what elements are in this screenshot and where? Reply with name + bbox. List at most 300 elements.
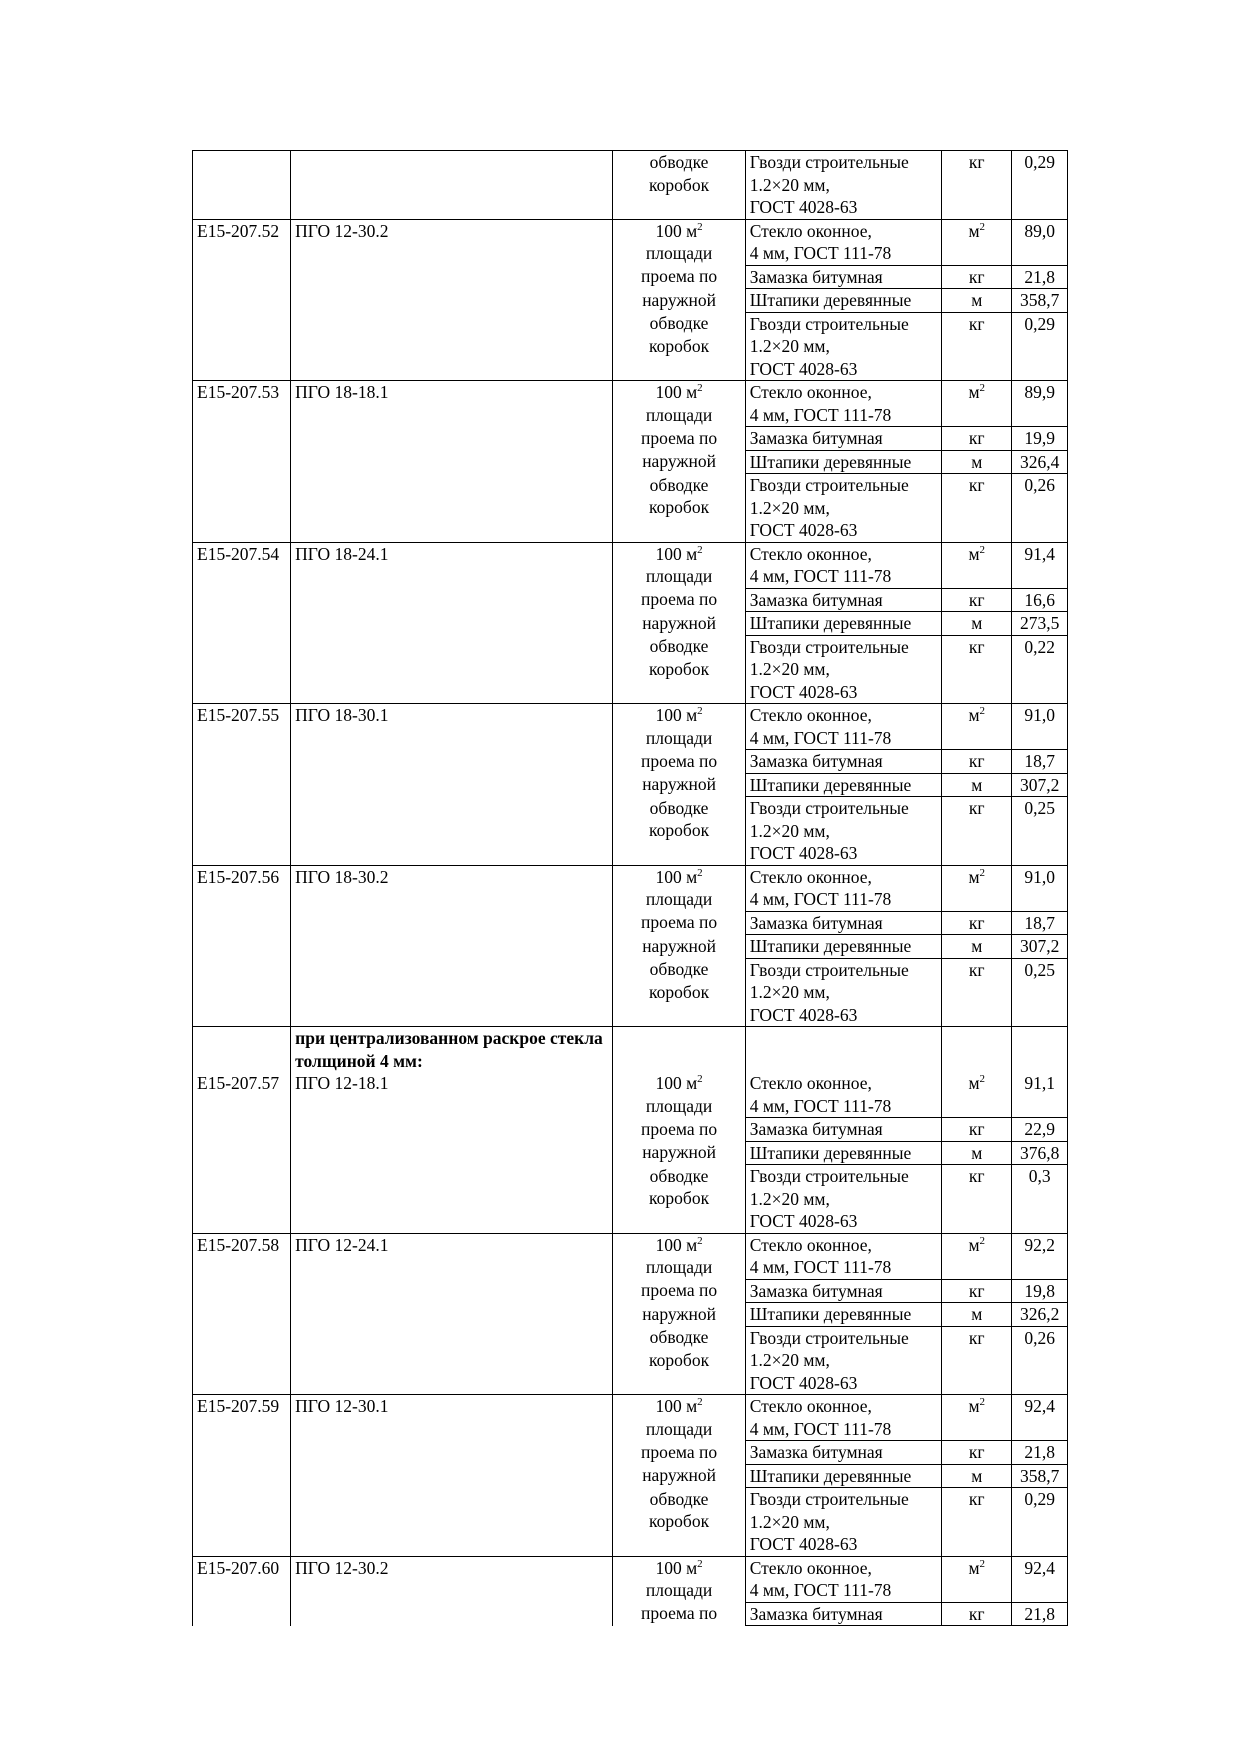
unit-line: 100 $м^2$ [655, 1396, 703, 1416]
unit-line: наружной [642, 1142, 716, 1162]
superscript: 2 [979, 543, 986, 556]
code-cell: Е15-207.52 [193, 219, 291, 265]
unit-line: проема по [641, 1280, 718, 1300]
material-line: Гвозди строительные [749, 1166, 909, 1186]
measure-unit-cell: кг [942, 797, 1012, 866]
material-line: Стекло оконное, [749, 705, 872, 725]
unit-line: 100 $м^2$ [655, 220, 703, 241]
unit-line: обводке [649, 313, 709, 333]
unit-cell [613, 1027, 745, 1073]
superscript: 2 [697, 382, 703, 394]
measure-unit-cell: $м^2$ [942, 1233, 1012, 1279]
unit-line: проема по [641, 266, 718, 286]
unit-line: 100 $м^2$ [655, 543, 703, 564]
code-cell: Е15-207.60 [193, 1556, 291, 1602]
code-cell [193, 312, 291, 381]
name-cell: ПГО 12-18.1 [291, 1072, 613, 1118]
material-line: Замазка битумная [749, 751, 883, 771]
unit-line: площади [645, 243, 713, 263]
unit-line: обводке [649, 474, 709, 495]
measure-unit-cell: $м^2$ [942, 1395, 1012, 1441]
value-cell: 273,5 [1012, 612, 1068, 636]
unit-line: обводке [649, 152, 709, 172]
material-line: ГОСТ 4028-63 [749, 1534, 858, 1554]
material-cell [745, 265, 941, 289]
superscript: 2 [979, 1234, 986, 1247]
unit-cell [613, 151, 745, 220]
material-cell [745, 911, 941, 935]
name-cell [291, 750, 613, 774]
unit-cell [613, 704, 745, 750]
measure-unit-cell: кг [942, 1602, 1012, 1626]
code-cell [193, 935, 291, 959]
value-cell: 376,8 [1012, 1141, 1068, 1165]
unit-line: 100 $м^2$ [655, 1557, 703, 1578]
measure-unit-cell: кг [942, 1165, 1012, 1234]
material-line: Гвозди строительные [749, 798, 909, 818]
measure-unit-cell: кг [942, 635, 1012, 704]
table-row [193, 1141, 1068, 1165]
table-row [193, 1326, 1068, 1395]
material-line: ГОСТ 4028-63 [749, 1211, 858, 1231]
value-cell: 19,9 [1012, 427, 1068, 451]
material-line: Замазка битумная [749, 1603, 883, 1624]
material-cell [745, 1602, 941, 1626]
superscript: 2 [979, 1396, 986, 1408]
name-cell [291, 1488, 613, 1557]
name-cell [291, 1279, 613, 1303]
value-cell: 326,2 [1012, 1303, 1068, 1327]
material-line: ГОСТ 4028-63 [749, 1004, 858, 1025]
unit-line: 100 $м^2$ [655, 382, 703, 402]
superscript: 2 [979, 220, 986, 233]
table-row [193, 911, 1068, 935]
material-cell [745, 704, 941, 750]
value-cell: 89,9 [1012, 381, 1068, 427]
unit-cell [613, 1488, 745, 1557]
measure-unit-cell: м [942, 450, 1012, 474]
unit-cell [613, 1303, 745, 1327]
code-cell [193, 1279, 291, 1303]
code-cell [193, 1027, 291, 1073]
table-row [193, 1303, 1068, 1327]
unit-line: наружной [642, 289, 716, 310]
table-row [193, 865, 1068, 911]
unit-cell [613, 219, 745, 265]
material-cell [745, 312, 941, 381]
code-cell [193, 1303, 291, 1327]
unit-line: наружной [642, 935, 716, 956]
table-row [193, 1118, 1068, 1142]
table-row [193, 219, 1068, 265]
code-cell: Е15-207.59 [193, 1395, 291, 1441]
unit-line: проема по [641, 1118, 718, 1139]
material-cell [745, 427, 941, 451]
unit-line: коробок [649, 981, 710, 1002]
material-line: Замазка битумная [749, 1119, 883, 1139]
code-cell [193, 1602, 291, 1626]
table-row [193, 1072, 1068, 1118]
value-cell: 18,7 [1012, 911, 1068, 935]
code-cell: Е15-207.58 [193, 1233, 291, 1279]
code-cell [193, 1118, 291, 1142]
material-line: 1.2×20 мм, [749, 820, 830, 841]
unit-line: площади [645, 1095, 713, 1116]
unit-line: обводке [649, 1327, 709, 1347]
material-line: 4 мм, ГОСТ 111-78 [749, 1418, 892, 1439]
unit-line: 100 $м^2$ [655, 705, 703, 725]
table-row [193, 1279, 1068, 1303]
measure-unit-cell: м [942, 1141, 1012, 1165]
value-cell: 16,6 [1012, 588, 1068, 612]
unit-cell [613, 797, 745, 866]
material-cell [745, 219, 941, 265]
value-cell: 307,2 [1012, 935, 1068, 959]
measure-unit-cell [942, 1027, 1012, 1073]
table-row [193, 1395, 1068, 1441]
material-line: Штапики деревянные [749, 451, 912, 472]
unit-cell [613, 312, 745, 381]
code-cell [193, 958, 291, 1027]
value-cell: 0,29 [1012, 151, 1068, 220]
material-line: Гвозди строительные [749, 475, 909, 495]
code-cell [193, 1441, 291, 1465]
unit-line: площади [645, 1418, 713, 1439]
measure-unit-cell: кг [942, 1279, 1012, 1303]
material-line: Штапики деревянные [749, 1304, 912, 1324]
value-cell: 326,4 [1012, 450, 1068, 474]
measure-unit-cell: кг [942, 312, 1012, 381]
material-line: Стекло оконное, [749, 543, 872, 564]
name-cell [291, 635, 613, 704]
table-row [193, 1233, 1068, 1279]
code-cell [193, 427, 291, 451]
name-cell: ПГО 12-30.1 [291, 1395, 613, 1441]
name-cell [291, 1118, 613, 1142]
material-line: 1.2×20 мм, [749, 336, 830, 356]
code-cell [193, 1165, 291, 1234]
code-cell [193, 750, 291, 774]
superscript: 2 [697, 1073, 703, 1085]
material-line: Штапики деревянные [749, 1142, 912, 1163]
material-line: Гвозди строительные [749, 1327, 909, 1348]
code-cell [193, 474, 291, 543]
material-cell [745, 1488, 941, 1557]
unit-cell [613, 1326, 745, 1395]
material-cell [745, 588, 941, 612]
unit-line: обводке [649, 797, 709, 818]
unit-line: площади [645, 727, 713, 748]
name-cell: ПГО 12-30.2 [291, 219, 613, 265]
superscript: 2 [697, 220, 703, 233]
unit-line: обводке [649, 1488, 709, 1509]
material-cell [745, 289, 941, 313]
material-line: 4 мм, ГОСТ 111-78 [749, 1257, 892, 1277]
unit-cell [613, 773, 745, 797]
unit-line: наружной [642, 774, 716, 794]
unit-cell [613, 1556, 745, 1602]
unit-cell [613, 635, 745, 704]
unit-line: коробок [649, 174, 710, 195]
table-row [193, 773, 1068, 797]
unit-line: наружной [642, 612, 716, 633]
measure-unit-cell: м [942, 773, 1012, 797]
unit-line: коробок [649, 335, 710, 356]
table-row [193, 1602, 1068, 1626]
value-cell: 18,7 [1012, 750, 1068, 774]
measure-unit-cell: кг [942, 474, 1012, 543]
unit-cell [613, 265, 745, 289]
unit-line: наружной [642, 451, 716, 471]
material-cell [745, 1441, 941, 1465]
measure-unit-cell: $м^2$ [942, 219, 1012, 265]
material-line: ГОСТ 4028-63 [749, 520, 858, 540]
measure-unit-cell: кг [942, 151, 1012, 220]
table-row [193, 1464, 1068, 1488]
unit-cell [613, 958, 745, 1027]
material-line: 1.2×20 мм, [749, 1188, 830, 1209]
material-line: Штапики деревянные [749, 613, 912, 633]
superscript: 2 [697, 705, 703, 717]
measure-unit-cell: $м^2$ [942, 542, 1012, 588]
superscript: 2 [697, 1234, 703, 1247]
name-cell: ПГО 18-18.1 [291, 381, 613, 427]
material-cell [745, 1464, 941, 1488]
name-cell [291, 265, 613, 289]
material-line: 1.2×20 мм, [749, 497, 830, 518]
value-cell: 0,22 [1012, 635, 1068, 704]
value-cell: 358,7 [1012, 1464, 1068, 1488]
code-cell [193, 588, 291, 612]
name-cell: ПГО 12-24.1 [291, 1233, 613, 1279]
unit-line: наружной [642, 1465, 716, 1485]
material-line: Штапики деревянные [749, 1465, 912, 1486]
value-cell [1012, 1027, 1068, 1073]
unit-cell [613, 911, 745, 935]
material-line: Замазка битумная [749, 589, 883, 610]
material-line: Стекло оконное, [749, 1073, 872, 1093]
material-cell [745, 773, 941, 797]
material-line: Стекло оконное, [749, 382, 872, 402]
material-cell [745, 1072, 941, 1118]
name-cell [291, 312, 613, 381]
material-line: Замазка битумная [749, 1442, 883, 1462]
material-cell [745, 1556, 941, 1602]
material-line: Гвозди строительные [749, 636, 909, 657]
material-line: Штапики деревянные [749, 290, 912, 310]
superscript: 2 [697, 543, 703, 556]
material-cell [745, 635, 941, 704]
material-cell [745, 450, 941, 474]
value-cell: 21,8 [1012, 1441, 1068, 1465]
value-cell: 0,29 [1012, 312, 1068, 381]
unit-cell [613, 750, 745, 774]
material-cell [745, 1303, 941, 1327]
name-cell [291, 958, 613, 1027]
name-cell [291, 1303, 613, 1327]
code-cell: Е15-207.56 [193, 865, 291, 911]
unit-cell [613, 588, 745, 612]
material-cell [745, 1279, 941, 1303]
material-cell [745, 958, 941, 1027]
unit-line: проема по [641, 589, 718, 609]
unit-line: площади [645, 566, 713, 586]
unit-line: площади [645, 404, 713, 425]
unit-cell [613, 1464, 745, 1488]
measure-unit-cell: кг [942, 750, 1012, 774]
material-cell [745, 612, 941, 636]
unit-line: проема по [641, 1603, 718, 1623]
unit-cell [613, 1441, 745, 1465]
value-cell: 0,25 [1012, 797, 1068, 866]
unit-line: коробок [649, 820, 710, 840]
unit-cell [613, 542, 745, 588]
value-cell: 0,29 [1012, 1488, 1068, 1557]
name-cell [291, 1326, 613, 1395]
code-cell [193, 612, 291, 636]
table-row [193, 450, 1068, 474]
measure-unit-cell: $м^2$ [942, 704, 1012, 750]
material-cell [745, 797, 941, 866]
section-heading: при централизованном раскрое стекла толщиной 4 мм: [291, 1027, 613, 1073]
code-cell [193, 1141, 291, 1165]
material-line: Замазка битумная [749, 1280, 883, 1301]
name-cell [291, 1464, 613, 1488]
unit-line: коробок [649, 1349, 710, 1370]
material-line: Штапики деревянные [749, 774, 912, 795]
unit-cell [613, 1233, 745, 1279]
unit-line: коробок [649, 1511, 710, 1531]
table-row [193, 750, 1068, 774]
table-row [193, 1441, 1068, 1465]
material-line: Замазка битумная [749, 428, 883, 448]
unit-cell [613, 935, 745, 959]
table-row [193, 151, 1068, 220]
material-line: ГОСТ 4028-63 [749, 197, 858, 217]
value-cell: 21,8 [1012, 265, 1068, 289]
material-line: Стекло оконное, [749, 1557, 872, 1578]
material-line: 4 мм, ГОСТ 111-78 [749, 889, 892, 909]
unit-line: обводке [649, 1165, 709, 1186]
material-line: 4 мм, ГОСТ 111-78 [749, 727, 892, 748]
unit-cell [613, 450, 745, 474]
name-cell [291, 797, 613, 866]
measure-unit-cell: м [942, 612, 1012, 636]
superscript: 2 [697, 1396, 703, 1408]
material-line: 1.2×20 мм, [749, 659, 830, 679]
value-cell: 0,26 [1012, 1326, 1068, 1395]
unit-line: проема по [641, 912, 718, 932]
unit-line: 100 $м^2$ [655, 1073, 703, 1093]
unit-line: обводке [649, 636, 709, 656]
superscript: 2 [979, 866, 986, 879]
table-row [193, 474, 1068, 543]
material-line: Штапики деревянные [749, 936, 912, 956]
unit-line: площади [645, 1580, 713, 1600]
unit-cell [613, 1141, 745, 1165]
norms-table-body [193, 151, 1068, 1626]
value-cell: 91,4 [1012, 542, 1068, 588]
table-row [193, 612, 1068, 636]
unit-cell [613, 289, 745, 313]
value-cell: 21,8 [1012, 1602, 1068, 1626]
table-row [193, 427, 1068, 451]
value-cell: 358,7 [1012, 289, 1068, 313]
superscript: 2 [697, 1557, 703, 1570]
measure-unit-cell: м [942, 935, 1012, 959]
unit-cell [613, 865, 745, 911]
table-row [193, 1488, 1068, 1557]
table-row [193, 542, 1068, 588]
name-cell [291, 450, 613, 474]
measure-unit-cell: кг [942, 1118, 1012, 1142]
unit-line: наружной [642, 1303, 716, 1324]
name-cell [291, 911, 613, 935]
name-cell [291, 1441, 613, 1465]
material-cell [745, 1141, 941, 1165]
code-cell [193, 265, 291, 289]
unit-cell [613, 612, 745, 636]
unit-line: коробок [649, 658, 710, 679]
table-row [193, 588, 1068, 612]
code-cell [193, 911, 291, 935]
unit-line: коробок [649, 497, 710, 517]
name-cell: ПГО 12-30.2 [291, 1556, 613, 1602]
material-cell [745, 542, 941, 588]
material-line: 1.2×20 мм, [749, 174, 830, 195]
material-line: 1.2×20 мм, [749, 1350, 830, 1370]
name-cell [291, 151, 613, 220]
name-cell [291, 1602, 613, 1626]
unit-line: площади [645, 1257, 713, 1277]
measure-unit-cell: $м^2$ [942, 1556, 1012, 1602]
code-cell [193, 289, 291, 313]
material-line: Стекло оконное, [749, 220, 872, 241]
unit-line: площади [645, 889, 713, 909]
material-cell [745, 1165, 941, 1234]
name-cell: ПГО 18-30.2 [291, 865, 613, 911]
code-cell [193, 151, 291, 220]
material-cell [745, 865, 941, 911]
material-line: Гвозди строительные [749, 1489, 909, 1509]
value-cell: 0,25 [1012, 958, 1068, 1027]
material-cell [745, 935, 941, 959]
name-cell [291, 588, 613, 612]
value-cell: 91,0 [1012, 865, 1068, 911]
table-row [193, 1165, 1068, 1234]
section-heading-row [193, 1027, 1068, 1073]
measure-unit-cell: $м^2$ [942, 865, 1012, 911]
measure-unit-cell: кг [942, 911, 1012, 935]
value-cell: 307,2 [1012, 773, 1068, 797]
value-cell: 0,26 [1012, 474, 1068, 543]
unit-line: проема по [641, 427, 718, 448]
material-cell [745, 1027, 941, 1073]
name-cell [291, 474, 613, 543]
table-row [193, 797, 1068, 866]
material-line: Замазка битумная [749, 912, 883, 933]
measure-unit-cell: $м^2$ [942, 1072, 1012, 1118]
material-cell [745, 1233, 941, 1279]
unit-line: 100 $м^2$ [655, 1234, 703, 1255]
measure-unit-cell: кг [942, 1441, 1012, 1465]
table-row [193, 381, 1068, 427]
value-cell: 92,4 [1012, 1395, 1068, 1441]
material-cell [745, 474, 941, 543]
unit-line: обводке [649, 959, 709, 979]
code-cell: Е15-207.57 [193, 1072, 291, 1118]
code-cell [193, 1326, 291, 1395]
